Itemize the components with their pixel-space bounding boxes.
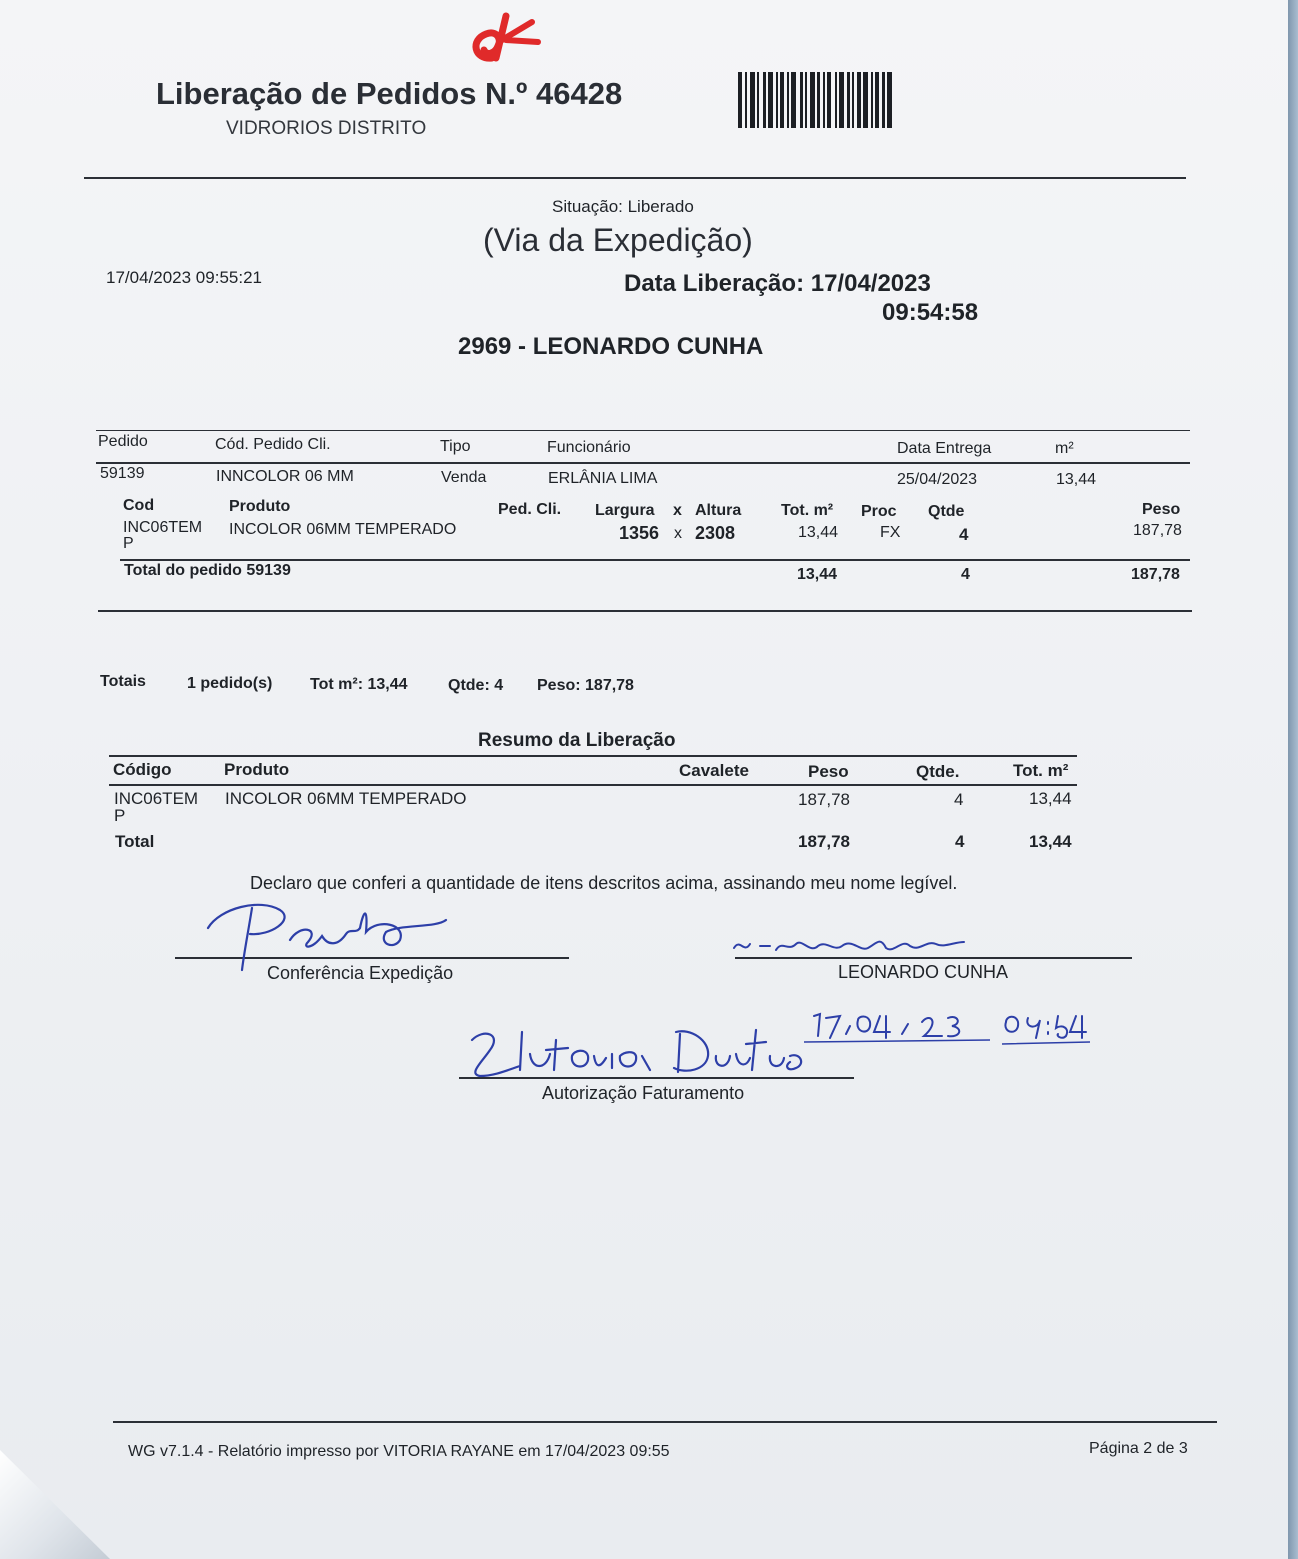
printed-timestamp: 17/04/2023 09:55:21 [106, 268, 262, 287]
data-entrega-value: 25/04/2023 [897, 471, 978, 488]
cod-pedido-cli: INNCOLOR 06 MM [216, 468, 354, 485]
resumo-header-tot-m2: Tot. m² [1013, 761, 1069, 780]
via-label: (Via da Expedição) [483, 222, 753, 258]
totais-peso: Peso: 187,78 [537, 677, 634, 694]
barcode [738, 72, 932, 128]
footer-page-number: Página 2 de 3 [1089, 1440, 1188, 1457]
cliente-title: 2969 - LEONARDO CUNHA [458, 333, 764, 360]
table-top-rule [96, 430, 1190, 431]
tipo-value: Venda [441, 469, 487, 486]
resumo-header-qtde: Qtde. [916, 762, 960, 781]
data-liberacao-time: 09:54:58 [882, 299, 979, 326]
totais-qtde: Qtde: 4 [448, 677, 504, 694]
col-header-m2: m² [1055, 440, 1074, 457]
resumo-produto: INCOLOR 06MM TEMPERADO [225, 789, 467, 808]
company-name: VIDRORIOS DISTRITO [226, 118, 427, 139]
data-liberacao: Data Liberação: 17/04/2023 [624, 270, 931, 297]
col-header-data-entrega: Data Entrega [897, 440, 992, 457]
resumo-header-codigo: Código [113, 760, 172, 779]
document-title: Liberação de Pedidos N.º 46428 [156, 76, 623, 111]
handwritten-signature-autorizacao [460, 1010, 820, 1090]
item-proc: FX [880, 524, 901, 541]
totais-label: Totais [100, 673, 146, 690]
total-pedido-qtde: 4 [961, 566, 970, 583]
resumo-tot-m2: 13,44 [1029, 789, 1072, 808]
table-bottom-rule [98, 610, 1192, 612]
col-header-funcionario: Funcionário [547, 439, 631, 456]
resumo-codigo-line2: P [114, 806, 126, 825]
autorizacao-label: Autorização Faturamento [542, 1083, 745, 1103]
totais-tot-m2: Tot m²: 13,44 [310, 676, 408, 693]
total-pedido-peso: 187,78 [1131, 566, 1180, 583]
company-logo [462, 10, 546, 66]
item-header-cod: Cod [123, 497, 155, 514]
item-produto: INCOLOR 06MM TEMPERADO [229, 521, 457, 538]
m2-value: 13,44 [1056, 471, 1097, 488]
item-x: x [674, 525, 682, 542]
item-altura: 2308 [695, 523, 736, 543]
item-largura: 1356 [619, 523, 660, 543]
item-cod-line1: INC06TEM [123, 519, 203, 536]
item-header-proc: Proc [861, 503, 897, 520]
item-header-altura: Altura [695, 502, 742, 519]
resumo-total-label: Total [115, 832, 155, 851]
item-header-ped-cli: Ped. Cli. [498, 501, 562, 518]
total-pedido-m2: 13,44 [797, 566, 838, 583]
situacao: Situação: Liberado [552, 197, 694, 216]
table-header-rule [96, 462, 1190, 464]
resumo-header-rule [109, 784, 1077, 786]
item-header-x: x [673, 502, 682, 519]
totais-pedidos: 1 pedido(s) [187, 675, 273, 692]
item-header-tot-m2: Tot. m² [781, 502, 834, 519]
resumo-total-m2: 13,44 [1029, 832, 1072, 851]
col-header-tipo: Tipo [440, 438, 471, 455]
handwritten-date [800, 1008, 1095, 1048]
resumo-total-qtde: 4 [955, 832, 965, 851]
item-total-rule [120, 559, 1190, 561]
cliente-signature-label: LEONARDO CUNHA [838, 962, 1009, 982]
resumo-peso: 187,78 [798, 790, 850, 809]
resumo-header-produto: Produto [224, 760, 290, 779]
col-header-cod-pedido-cli: Cód. Pedido Cli. [215, 436, 331, 453]
resumo-top-rule [109, 755, 1077, 757]
item-header-largura: Largura [595, 502, 655, 519]
footer-rule [113, 1421, 1217, 1423]
item-header-peso: Peso [1142, 501, 1181, 518]
resumo-title: Resumo da Liberação [478, 730, 676, 751]
resumo-header-cavalete: Cavalete [679, 761, 749, 780]
col-header-pedido: Pedido [98, 433, 148, 450]
handwritten-signature-conferencia [200, 888, 460, 978]
item-cod-line2: P [123, 535, 134, 552]
footer-print-info: WG v7.1.4 - Relatório impresso por VITORIA RAYANE em 17/04/2023 09:55 [128, 1443, 670, 1460]
resumo-codigo-line1: INC06TEM [114, 789, 199, 808]
item-qtde: 4 [959, 525, 969, 544]
funcionario-value: ERLÂNIA LIMA [548, 470, 658, 487]
handwritten-signature-cliente [730, 928, 970, 964]
item-header-qtde: Qtde [928, 503, 965, 520]
conferencia-label: Conferência Expedição [267, 963, 454, 983]
resumo-header-peso: Peso [808, 762, 849, 781]
resumo-qtde: 4 [954, 790, 964, 809]
item-header-produto: Produto [229, 498, 291, 515]
total-pedido-label: Total do pedido 59139 [124, 562, 291, 579]
item-peso: 187,78 [1133, 522, 1182, 539]
item-tot-m2: 13,44 [798, 524, 839, 541]
page-edge [1288, 0, 1298, 1559]
pedido-number: 59139 [100, 465, 145, 482]
header-divider [84, 177, 1186, 179]
resumo-total-peso: 187,78 [798, 832, 850, 851]
declaration-text: Declaro que conferi a quantidade de itens descritos acima, assinando meu nome legível. [250, 873, 958, 893]
